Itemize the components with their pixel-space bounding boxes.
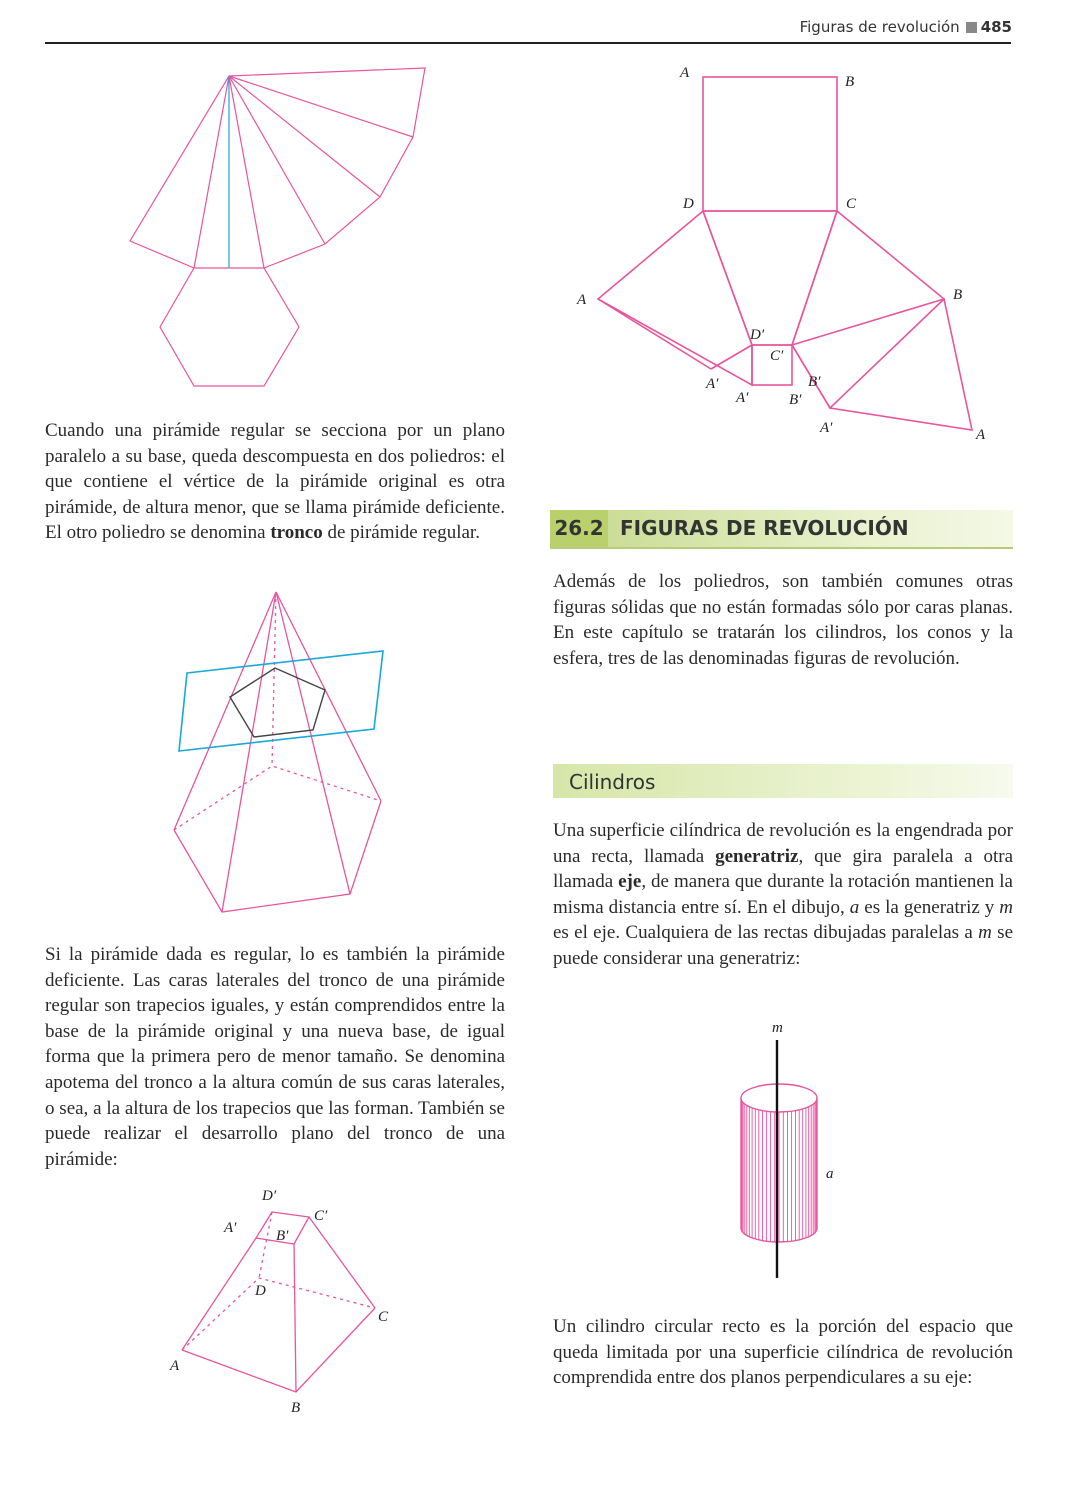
trapezoid-top: [703, 211, 837, 345]
para3-text: Además de los poliedros, son también comunes otras figuras sólidas que no están formadas sólo por caras planas. En este capítulo se tratarán los cilindros, los conos y la esfera, tres de las denominadas figuras de revolución.: [553, 571, 1013, 669]
frustum-net-labels: [576, 65, 986, 443]
frustum-net-figure: [598, 77, 972, 430]
label-net-B1: B: [845, 74, 855, 90]
lateral-faces-outline: [130, 68, 425, 268]
para1-text: Cuando una pirámide regular se secciona por un plano paralelo a su base, queda descompuesta en dos poliedros: el que contiene el vértice de la pirámide original es otra pirámide, de altura menor, que se llama pirámide deficiente. El otro poliedro se denomina: [45, 420, 505, 544]
label-net-Cp: C′: [770, 348, 784, 364]
label-net-A2: A: [577, 292, 587, 308]
section-number: 26.2: [550, 510, 608, 547]
label-generatrix-a: a: [826, 1166, 834, 1182]
term-eje: eje: [618, 871, 642, 893]
label-net-C: C: [846, 196, 857, 212]
label-axis-m: m: [772, 1020, 783, 1036]
var-m2: m: [978, 922, 992, 944]
label-net-Ap3: A′: [820, 420, 833, 436]
paragraph-frustum-properties: [45, 942, 505, 1172]
cutting-plane: [179, 651, 383, 751]
para4-e: es la generatriz y: [864, 896, 995, 918]
paragraph-frustum-definition: [45, 418, 505, 546]
label-net-A3: A: [976, 427, 986, 443]
label-net-Dp: D′: [750, 327, 765, 343]
label-net-Ap1: A′: [706, 376, 719, 392]
term-generatriz: generatriz: [715, 845, 799, 867]
hexagon-base: [160, 268, 299, 386]
label-frustum-C: C: [378, 1309, 389, 1325]
header-title: Figuras de revolución: [799, 18, 960, 36]
pentagon-section: [230, 668, 325, 737]
label-frustum-D: D: [255, 1283, 266, 1299]
label-net-A1: A: [680, 65, 690, 81]
cylinder-figure: [741, 1020, 834, 1278]
pyramid-net-figure: [130, 68, 425, 386]
label-frustum-Cp: C′: [314, 1208, 328, 1224]
paragraph-right-cylinder: [553, 1314, 1013, 1391]
para4-d: , de manera que durante la rotación mantienen la misma distancia entre sí. En el dibujo,: [553, 871, 1013, 918]
section-title: FIGURAS DE REVOLUCIÓN: [620, 516, 909, 540]
label-net-B2: B: [953, 287, 963, 303]
para2-text: Si la pirámide dada es regular, lo es también la pirámide deficiente. Las caras laterales del tronco de una pirámide regular son trapecios iguales, y están comprendidos entre la base de la pirámide original y una nueva base, de igual forma que la primera pero de menor tamaño. Se denomina apotema del tronco a la altura común de sus caras laterales, o sea, a la altura de los trapecios que las forman. También se puede realizar el desarrollo plano del tronco de una pirámide:: [45, 944, 505, 1170]
para4-g: se puede considerar una generatriz:: [553, 922, 1013, 969]
sectioned-pyramid-figure: [174, 592, 383, 912]
para1-end: de pirámide regular.: [327, 522, 480, 544]
para4-c: , que gira paralela a otra llamada: [553, 845, 1014, 893]
para4-f: es el eje. Cualquiera de las rectas dibujadas paralelas a: [553, 922, 973, 944]
label-frustum-Dp: D′: [262, 1188, 277, 1204]
square-face: [703, 77, 837, 211]
frustum-labels: [169, 1188, 389, 1416]
label-frustum-Ap: A′: [224, 1220, 237, 1236]
para5-text: Un cilindro circular recto es la porción del espacio que queda limitada por una superficie cilíndrica de revolución comprendida entre dos planos perpendiculares a su eje:: [553, 1316, 1013, 1389]
label-net-Bp1: B′: [808, 374, 821, 390]
page-number: 485: [980, 18, 1012, 36]
label-net-D: D: [683, 196, 694, 212]
paragraph-revolution-intro: [553, 569, 1013, 671]
subsection-heading: [553, 764, 1013, 798]
var-a: a: [849, 896, 860, 918]
subsection-title: Cilindros: [569, 770, 656, 794]
label-net-Bp2: B′: [789, 392, 802, 408]
label-frustum-Bp: B′: [276, 1228, 289, 1244]
section-heading: [550, 510, 1013, 549]
cylinder-top: [741, 1084, 817, 1112]
var-m: m: [999, 896, 1014, 918]
label-frustum-B: B: [291, 1400, 301, 1416]
para4-a: Una superficie cilíndrica de revolución es la engendrada por una recta, llamada: [553, 820, 1013, 867]
term-tronco: tronco: [270, 522, 323, 544]
label-net-Ap2: A′: [736, 390, 749, 406]
trapezoid-right: [792, 299, 972, 430]
label-frustum-A: A: [170, 1358, 180, 1374]
paragraph-cylindrical-surface: [553, 818, 1013, 972]
